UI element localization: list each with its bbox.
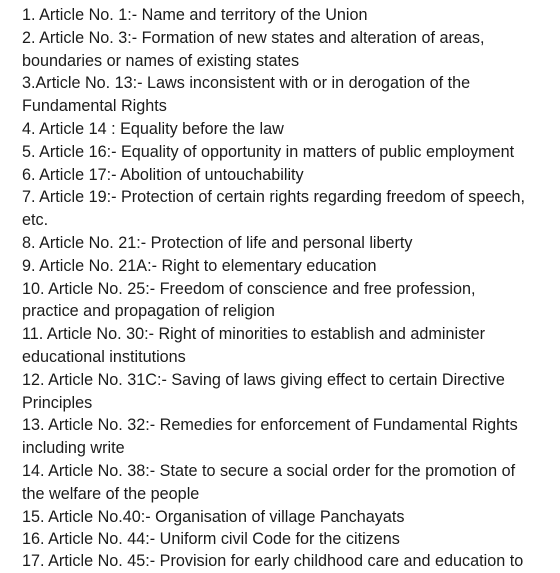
- list-item: 12. Article No. 31C:- Saving of laws giving effect to certain Directive Principles: [22, 370, 505, 412]
- list-item: 5. Article 16:- Equality of opportunity in matters of public employment: [22, 142, 515, 161]
- list-item: 16. Article No. 44:- Uniform civil Code for the citizens: [22, 530, 400, 549]
- list-item: 8. Article No. 21:- Protection of life and personal liberty: [22, 233, 413, 252]
- list-item: 15. Article No.40:- Organisation of village Panchayats: [22, 507, 405, 526]
- list-item: 6. Article 17:- Abolition of untouchability: [22, 165, 304, 184]
- partial-list-item: [22, 550, 542, 570]
- list-item: 13. Article No. 32:- Remedies for enforcement of Fundamental Rights including write: [22, 416, 518, 458]
- list-item: 14. Article No. 38:- State to secure a social order for the promotion of the welfare of the people: [22, 461, 516, 503]
- partial-list-item-text: 17. Article No. 45:- Provision for early childhood care and education to: [22, 552, 524, 570]
- list-item: 4. Article 14 : Equality before the law: [22, 119, 284, 138]
- list-item: 9. Article No. 21A:- Right to elementary education: [22, 256, 377, 275]
- article-list: [22, 4, 552, 551]
- list-item: 1. Article No. 1:- Name and territory of the Union: [22, 6, 368, 24]
- list-item: 7. Article 19:- Protection of certain rights regarding freedom of speech, etc.: [22, 188, 525, 230]
- list-item: 10. Article No. 25:- Freedom of conscience and free profession, practice and propagation of religion: [22, 279, 476, 321]
- list-item: 3.Article No. 13:- Laws inconsistent with or in derogation of the Fundamental Rights: [22, 74, 471, 116]
- list-item: 2. Article No. 3:- Formation of new states and alteration of areas, boundaries or names of existing states: [22, 28, 485, 70]
- list-item: 11. Article No. 30:- Right of minorities to establish and administer educational institutions: [22, 325, 486, 366]
